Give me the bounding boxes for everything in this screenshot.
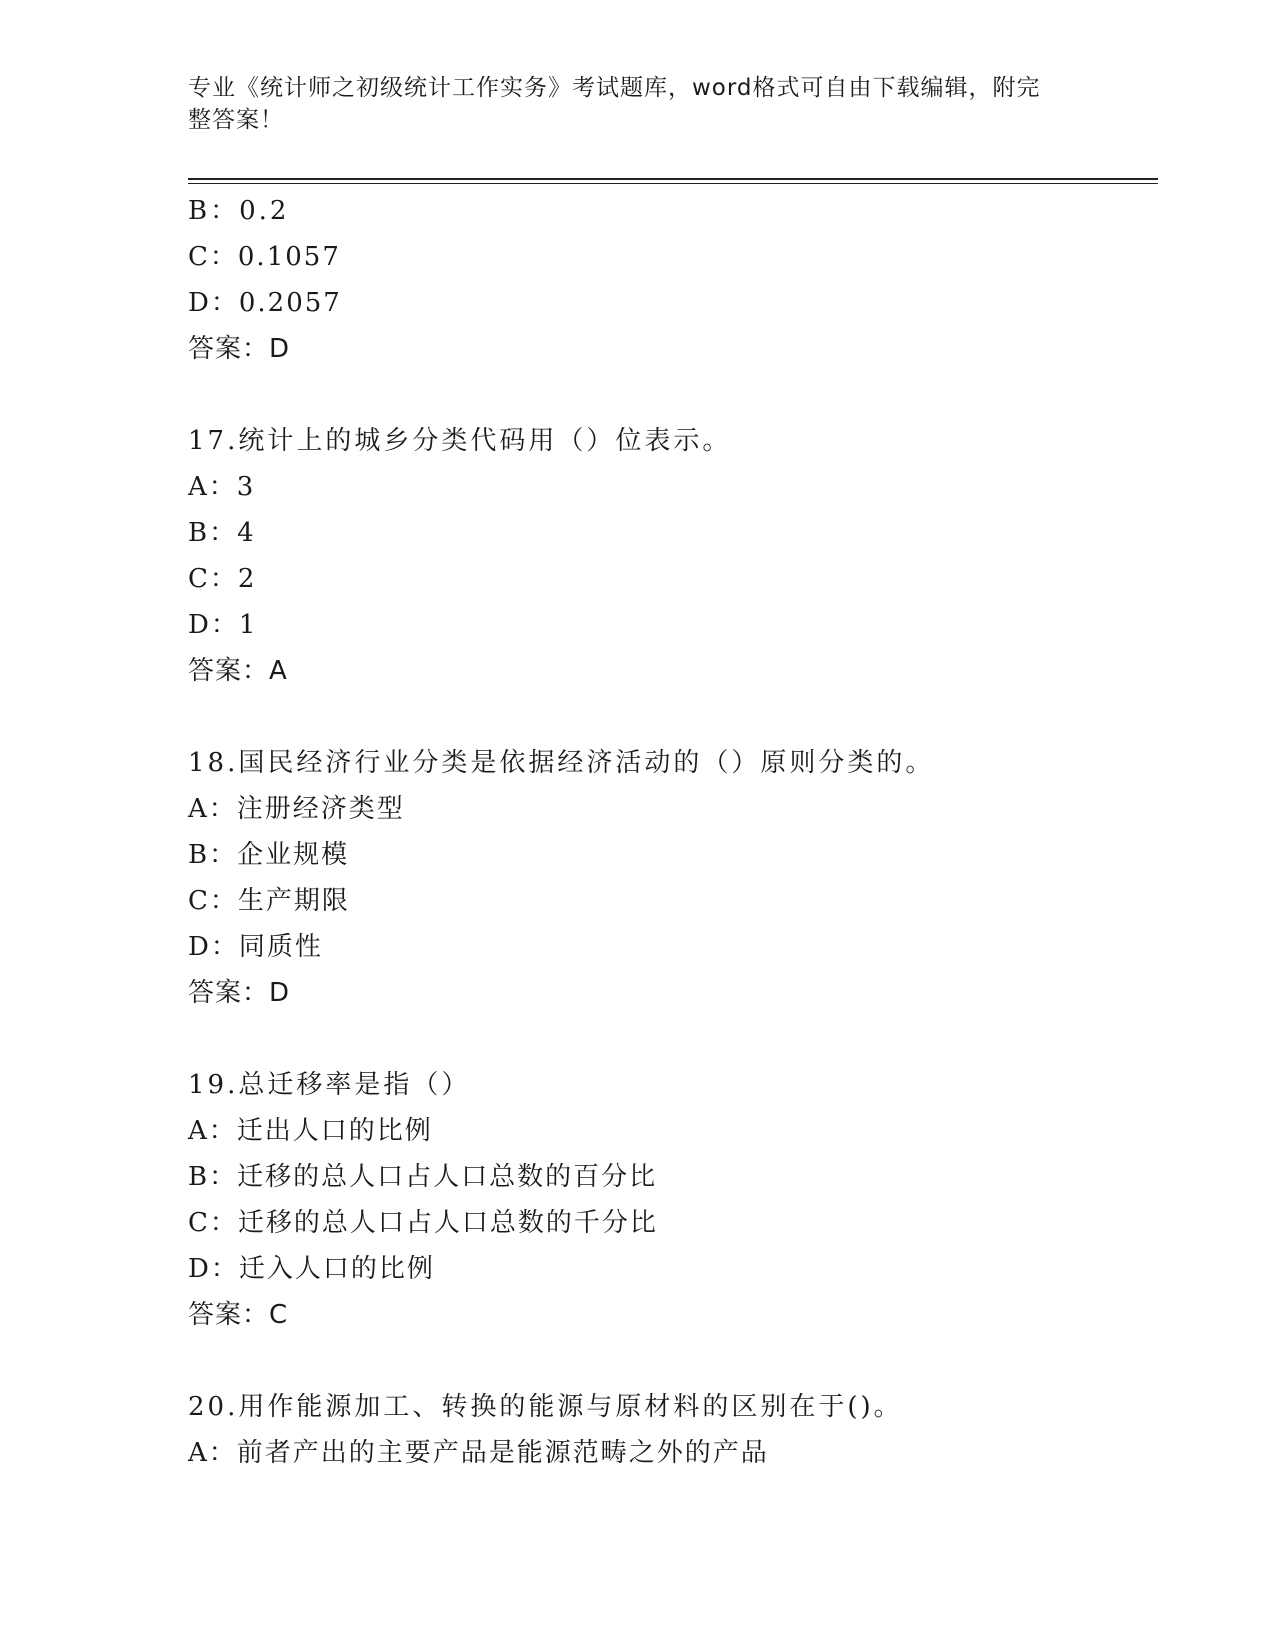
option-c: C：生产期限 — [188, 886, 350, 916]
header-divider-thick — [188, 178, 1158, 180]
question-19 — [188, 1062, 1158, 1338]
answer: 答案：D — [188, 334, 291, 364]
answer: 答案：A — [188, 656, 288, 686]
option-b: B：4 — [188, 518, 256, 548]
question-text: 18.国民经济行业分类是依据经济活动的（）原则分类的。 — [188, 748, 935, 778]
option-b: B：企业规模 — [188, 840, 350, 870]
option-d: D：同质性 — [188, 932, 323, 962]
answer: 答案：D — [188, 978, 291, 1008]
document-header — [188, 72, 1068, 136]
option-c: C：迁移的总人口占人口总数的千分比 — [188, 1208, 658, 1238]
option-a: A：注册经济类型 — [188, 794, 405, 824]
option-b: B：0.2 — [188, 196, 290, 226]
spacer — [188, 694, 1158, 740]
spacer — [188, 1016, 1158, 1062]
question-17 — [188, 418, 1158, 694]
option-d: D：0.2057 — [188, 288, 342, 318]
header-divider-thin — [188, 183, 1158, 184]
question-text: 19.总迁移率是指（） — [188, 1070, 471, 1100]
option-a: A：迁出人口的比例 — [188, 1116, 433, 1146]
question-text: 17.统计上的城乡分类代码用（）位表示。 — [188, 426, 732, 456]
question-18 — [188, 740, 1158, 1016]
option-a: A：3 — [188, 472, 256, 502]
header-line-2: 整答案！ — [188, 107, 284, 133]
question-text: 20.用作能源加工、转换的能源与原材料的区别在于()。 — [188, 1392, 903, 1422]
question-20 — [188, 1384, 1158, 1476]
question-16-partial — [188, 188, 1158, 372]
header-line-1: 专业《统计师之初级统计工作实务》考试题库，word格式可自由下载编辑，附完 — [188, 75, 1041, 101]
option-a: A：前者产出的主要产品是能源范畴之外的产品 — [188, 1438, 769, 1468]
option-d: D：1 — [188, 610, 258, 640]
option-b: B：迁移的总人口占人口总数的百分比 — [188, 1162, 658, 1192]
option-c: C：0.1057 — [188, 242, 341, 272]
answer: 答案：C — [188, 1300, 289, 1330]
question-list — [188, 188, 1158, 1476]
option-d: D：迁入人口的比例 — [188, 1254, 435, 1284]
spacer — [188, 1338, 1158, 1384]
option-c: C：2 — [188, 564, 257, 594]
spacer — [188, 372, 1158, 418]
